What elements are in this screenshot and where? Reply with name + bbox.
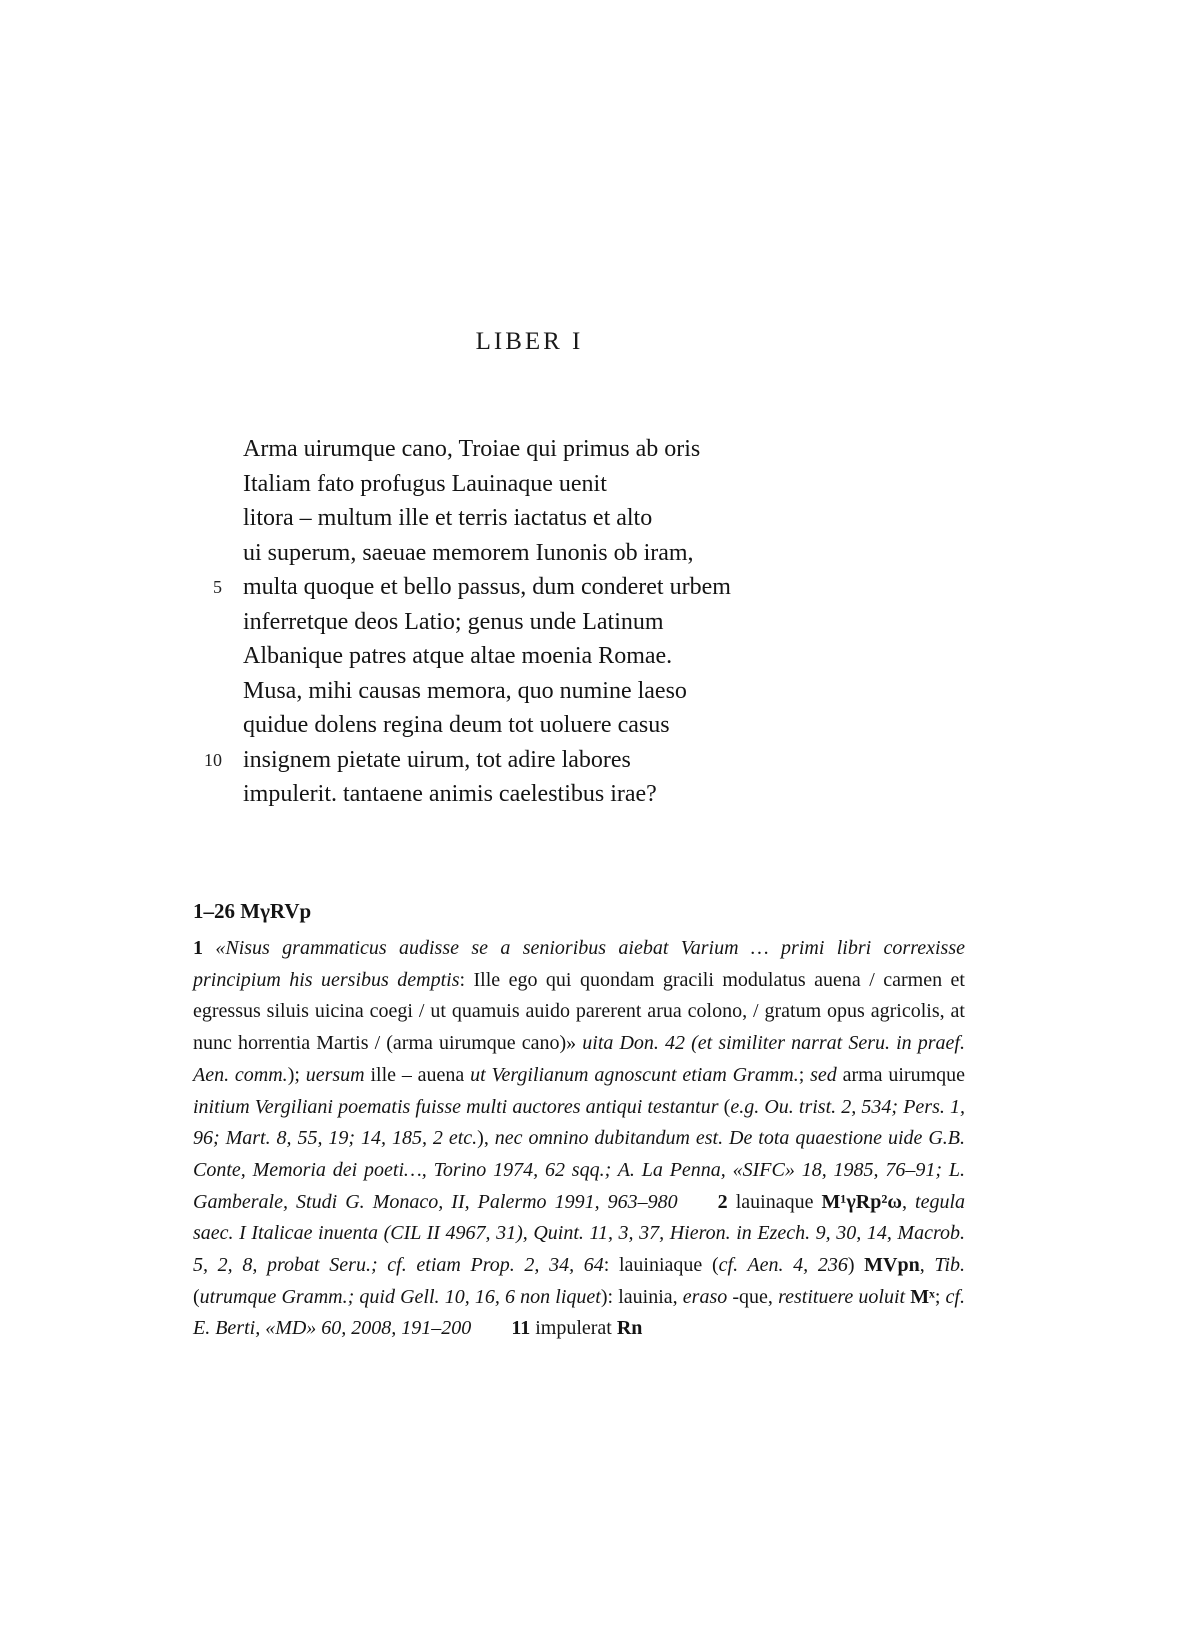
apparatus-note: Tib. [934,1254,965,1277]
verse-text: Musa, mihi causas memora, quo numine laeso [243,677,687,704]
apparatus-note: e.g. Ou. trist. 2, 534; Pers. 1, 96; Mart. 8, 55, 19; 14, 185, 2 etc. [193,1095,965,1150]
apparatus-heading: 1–26 MγRVp [193,899,312,923]
apparatus-siglum: 11 [511,1317,536,1340]
verse-text: multa quoque et bello passus, dum conderet urbem [243,574,731,600]
apparatus-reading: , [901,1190,916,1213]
apparatus-note: uersum [305,1063,371,1086]
apparatus-note: cf. Aen. 4, 236 [718,1254,848,1277]
apparatus-reading: ( [193,1285,200,1308]
poem-text [190,432,890,812]
apparatus-note: sed [810,1063,843,1086]
apparatus-reading: ( [723,1095,731,1118]
apparatus-note: nec omnino dubitandum est. De tota quaestione uide G.B. Conte, Memoria dei poeti…, Torino 1974, 62 sqq.; A. La Penna, «SIFC» 18, 1985, 76–91; L. Gamberale, Studi G. Monaco, II, Palermo 1991, 963–980 [193,1127,965,1213]
apparatus-note: cf. E. Berti, «MD» 60, 2008, 191–200 [193,1285,965,1340]
apparatus-note: initium Vergiliani poematis fuisse multi auctores antiqui testantur [193,1095,724,1118]
apparatus-reading: : Ille ego qui quondam gracili modulatus auena / carmen et egressus siluis uicina coegi / ut quamuis auido parerent arua colono, / gratum opus agricolis, at nunc horrentia Martis / (arma uirumque cano)» [193,968,965,1055]
apparatus-reading: ) [847,1254,865,1277]
verse-line [190,639,890,674]
apparatus-reading: , [919,1254,935,1277]
verse-line [190,674,890,709]
apparatus-reading: ille – auena [370,1063,471,1086]
apparatus-siglum: Rn [616,1317,643,1340]
apparatus-note: tegula saec. I Italicae inuenta (CIL II 4967, 31), Quint. 11, 3, 37, Hieron. in Ezech. 9, 30, 14, Macrob. 5, 2, 8, probat Seru.; cf. etiam Prop. 2, 34, 64 [193,1190,966,1277]
apparatus-reading: arma uirumque [842,1063,966,1086]
verse-line [190,570,890,605]
apparatus-reading: ), [477,1127,495,1150]
verse-text: ui superum, saeuae memorem Iunonis ob iram, [243,539,694,566]
verse-line [190,536,890,571]
verse-line [190,467,890,502]
verse-line [190,605,890,640]
critical-apparatus [193,933,965,1345]
apparatus-siglum: 1 [193,937,216,959]
apparatus-reading: ); [287,1063,306,1086]
verse-line [190,501,890,536]
verse-text: insignem pietate uirum, tot adire labores [243,746,631,773]
apparatus-note: restituere uoluit [778,1285,911,1308]
verse-line [190,708,890,743]
verse-text: quidue dolens regina deum tot uoluere casus [243,712,670,738]
apparatus-reading: impulerat [535,1317,617,1340]
apparatus-note: «Nisus grammaticus audisse se a senioribus aiebat Varium … primi libri correxisse principium his uersibus demptis [193,937,965,991]
verse-text: Italiam fato profugus Lauinaque uenit [243,470,607,497]
apparatus-siglum: Mˣ [910,1285,935,1308]
apparatus-siglum: MVpn [864,1254,920,1277]
verse-text: Arma uirumque cano, Troiae qui primus ab oris [243,436,701,462]
apparatus-note: ut Vergilianum agnoscunt etiam Gramm. [470,1063,799,1086]
book-title: LIBER I [475,328,584,355]
verse-text: impulerit. tantaene animis caelestibus irae? [243,781,657,807]
line-number: 10 [204,749,222,770]
verse-text: litora – multum ille et terris iactatus et alto [243,505,653,531]
apparatus-reading: ): lauinia, [600,1285,683,1308]
apparatus-reading: ; [934,1285,946,1308]
verse-line [190,743,890,778]
verse-line [190,777,890,812]
apparatus-note: uita Don. 42 (et similiter narrat Seru. in praef. Aen. comm. [193,1032,965,1086]
apparatus-siglum: 2 [717,1190,736,1213]
apparatus-note: eraso [682,1285,733,1308]
apparatus-note: utrumque Gramm.; quid Gell. 10, 16, 6 non liquet [199,1285,601,1308]
verse-line [190,432,890,467]
apparatus-reading: -que, [732,1285,779,1308]
apparatus-reading: lauinaque [735,1190,822,1213]
apparatus-siglum: M¹γRp²ω [821,1190,902,1213]
apparatus-reading: : lauiniaque ( [603,1254,719,1277]
verse-text: Albanique patres atque altae moenia Romae. [243,643,673,669]
verse-text: inferretque deos Latio; genus unde Latinum [243,608,664,635]
line-number: 5 [213,577,222,597]
apparatus-reading: ; [798,1063,811,1086]
